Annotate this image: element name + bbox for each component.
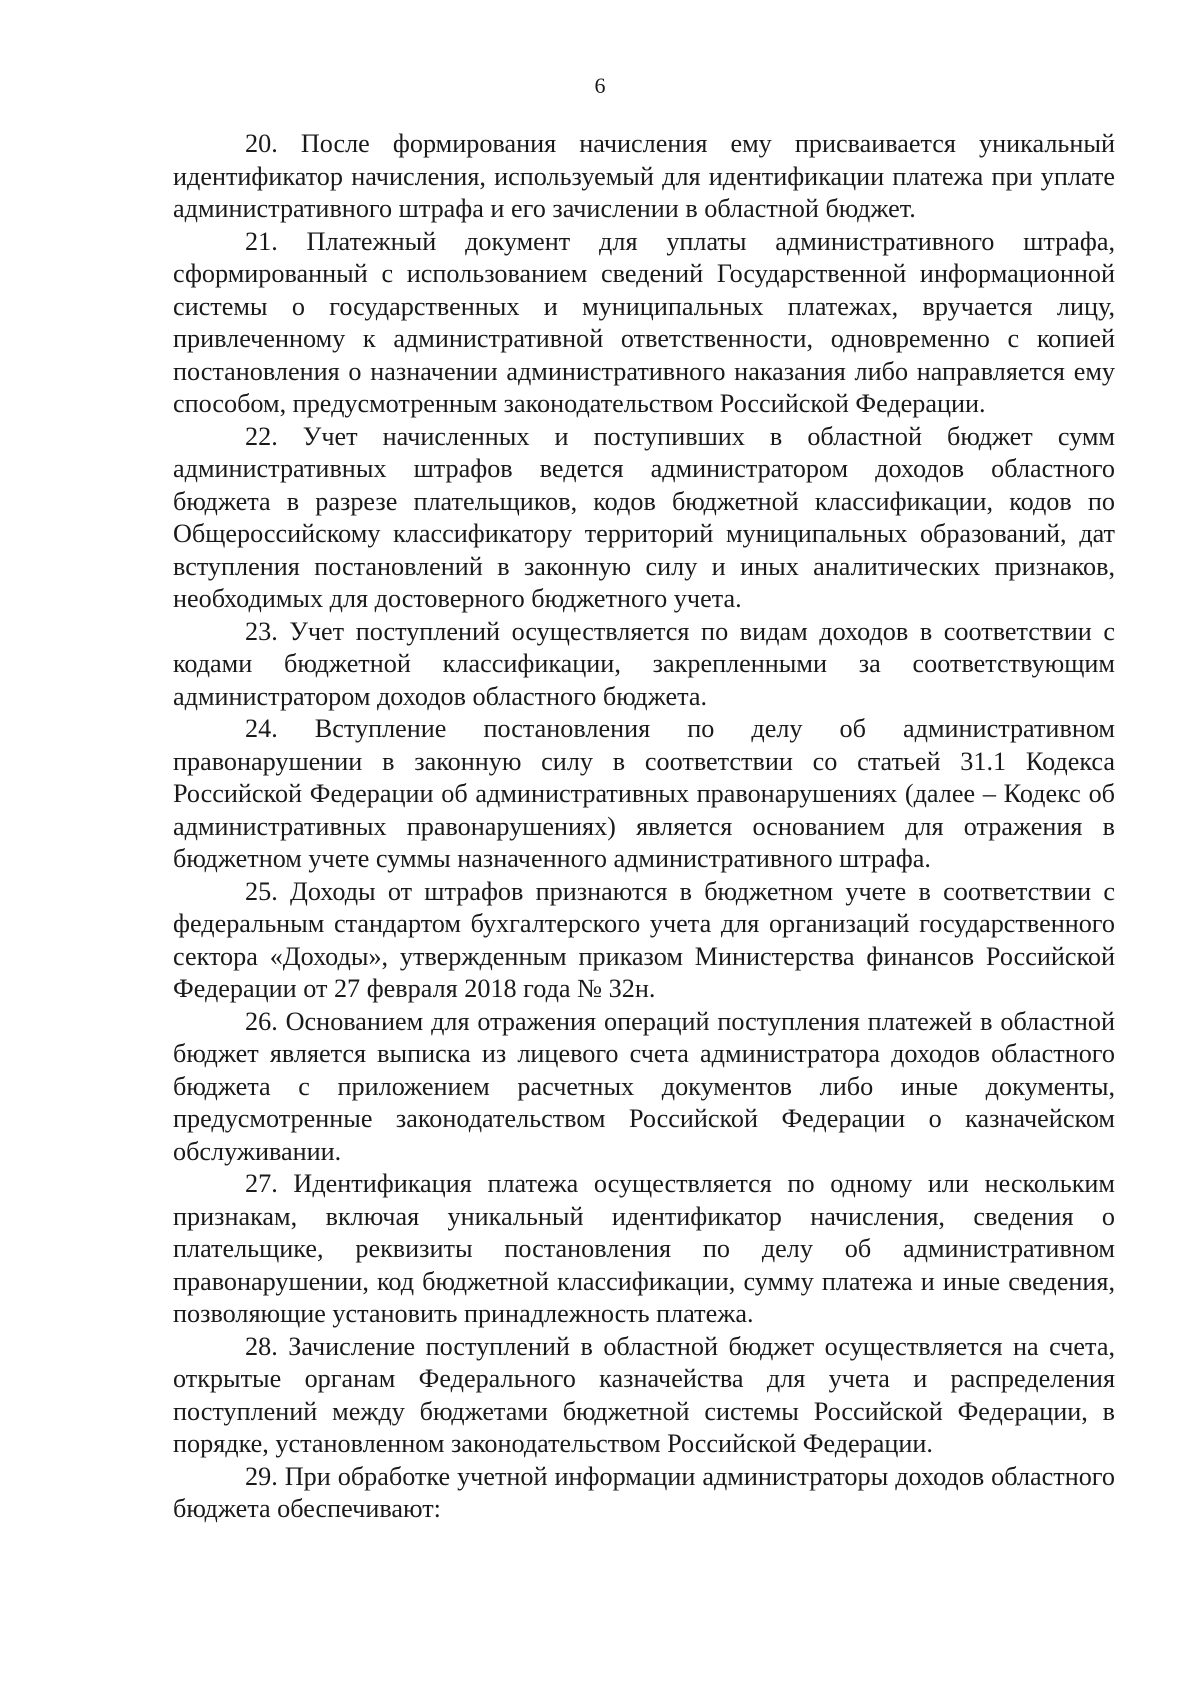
- paragraph-26: 26. Основанием для отражения операций поступления платежей в областной бюджет является выписка из лицевого счета администратора доходов областного бюджета с приложением расчетных документов либо иные документы, предусмотренные законодательством Российской Федерации о казначейском обслуживании.: [173, 1006, 1115, 1166]
- paragraph-24: 24. Вступление постановления по делу об административном правонарушении в законную силу в соответствии со статьей 31.1 Кодекса Российской Федерации об административных правонарушениях (далее – Кодекс об административных правонарушениях) является основанием для отражения в бюджетном учете суммы назначенного административного штрафа.: [173, 714, 1115, 873]
- paragraph-29: 29. При обработке учетной информации администраторы доходов областного бюджета обеспечивают:: [173, 1461, 1115, 1523]
- paragraph-25: 25. Доходы от штрафов признаются в бюджетном учете в соответствии с федеральным стандартом бухгалтерского учета для организаций государственного сектора «Доходы», утвержденным приказом Министерства финансов Российской Федерации от 27 февраля 2018 года № 32н.: [173, 876, 1115, 1003]
- page-number: 6: [594, 73, 606, 98]
- paragraph-28: 28. Зачисление поступлений в областной бюджет осуществляется на счета, открытые органам Федерального казначейства для учета и распределения поступлений между бюджетами бюджетной системы Российской Федерации, в порядке, установленном законодательством Российской Федерации.: [173, 1331, 1115, 1458]
- paragraph-27: 27. Идентификация платежа осуществляется по одному или нескольким признакам, включая уникальный идентификатор начисления, сведения о плательщике, реквизиты постановления по делу об административном правонарушении, код бюджетной классификации, сумму платежа и иные сведения, позволяющие установить принадлежность платежа.: [173, 1169, 1115, 1328]
- paragraph-23: 23. Учет поступлений осуществляется по видам доходов в соответствии с кодами бюджетной классификации, закрепленными за соответствующим администратором доходов областного бюджета.: [173, 616, 1115, 711]
- paragraph-21: 21. Платежный документ для уплаты административного штрафа, сформированный с использованием сведений Государственной информационной системы о государственных и муниципальных платежах, вручается лицу, привлеченному к административной ответственности, одновременно с копией постановления о назначении административного наказания либо направляется ему способом, предусмотренным законодательством Российской Федерации.: [173, 226, 1115, 418]
- paragraph-22: 22. Учет начисленных и поступивших в областной бюджет сумм административных штрафов ведется администратором доходов областного бюджета в разрезе плательщиков, кодов бюджетной классификации, кодов по Общероссийскому классификатору территорий муниципальных образований, дат вступления постановлений в законную силу и иных аналитических признаков, необходимых для достоверного бюджетного учета.: [173, 421, 1115, 613]
- document-body: [173, 128, 1115, 1526]
- paragraph-20: 20. После формирования начисления ему присваивается уникальный идентификатор начисления, используемый для идентификации платежа при уплате административного штрафа и его зачислении в областной бюджет.: [173, 129, 1115, 223]
